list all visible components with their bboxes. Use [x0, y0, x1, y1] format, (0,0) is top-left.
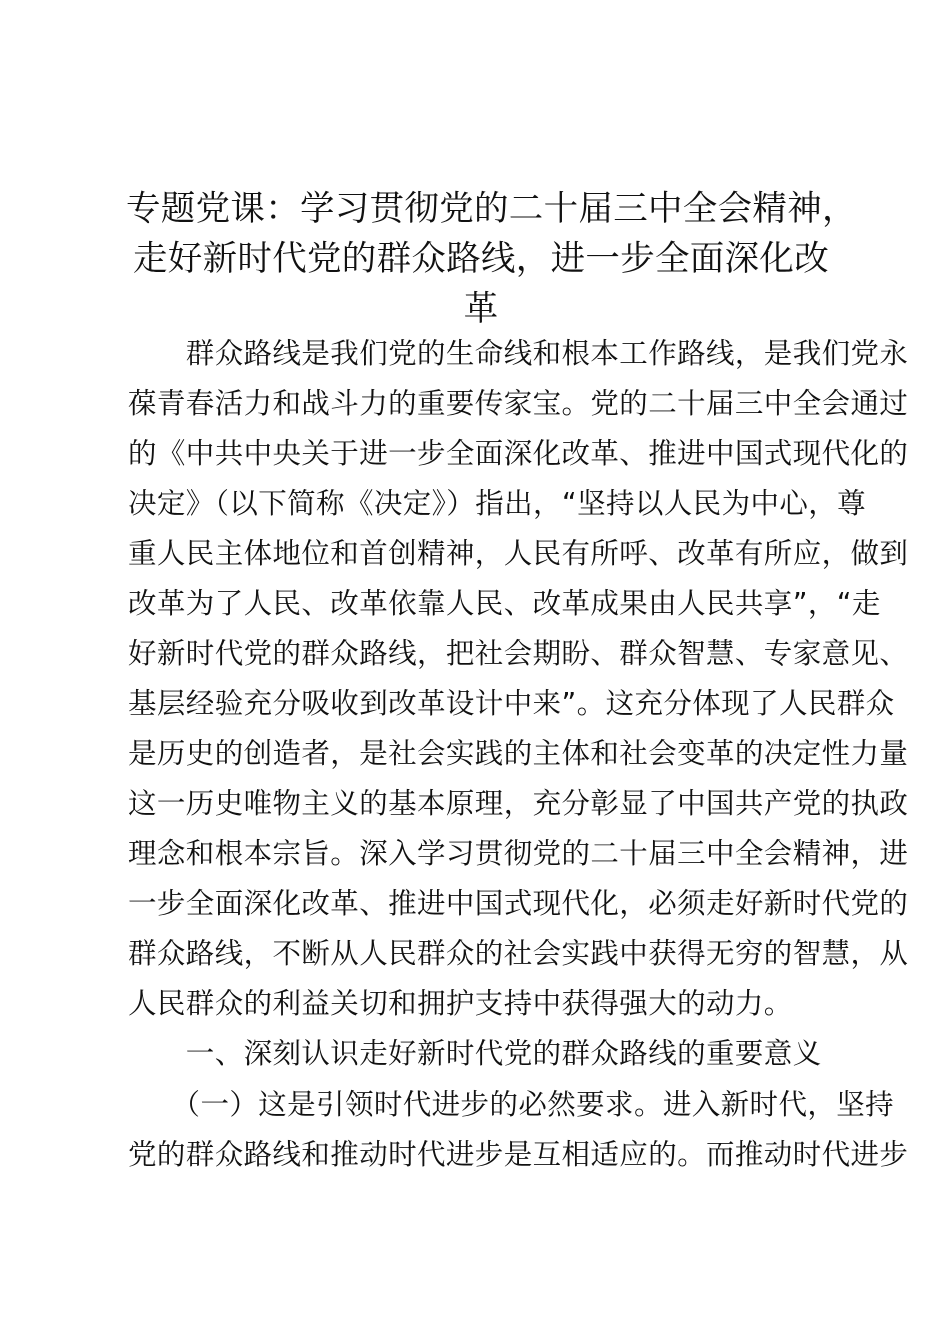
text-line: 一步全面深化改革、推进中国式现代化，必须走好新时代党的 [128, 887, 909, 920]
text-line: 党的群众路线和推动时代进步是互相适应的。而推动时代进步 [128, 1138, 909, 1171]
text-line: 理念和根本宗旨。深入学习贯彻党的二十届三中全会精神，进 [128, 837, 909, 870]
text-line: 好新时代党的群众路线，把社会期盼、群众智慧、专家意见、 [128, 637, 909, 670]
intro-paragraph [128, 329, 909, 1029]
section-paragraph [128, 1080, 909, 1180]
text-line: 人民群众的利益关切和拥护支持中获得强大的动力。 [128, 987, 793, 1020]
text-line: 是历史的创造者，是社会实践的主体和社会变革的决定性力量 [128, 737, 909, 770]
text-line: 改革为了人民、改革依靠人民、改革成果由人民共享”，“走 [128, 587, 881, 620]
title-line: 革 [463, 289, 499, 329]
text-line: 决定》（以下简称《决定》）指出，“坚持以人民为中心，尊 [128, 487, 867, 520]
title-line: 走好新时代党的群众路线，进一步全面深化改 [133, 239, 829, 279]
text-line: 群众路线，不断从人民群众的社会实践中获得无穷的智慧，从 [128, 937, 909, 970]
text-line: 群众路线是我们党的生命线和根本工作路线，是我们党永 [128, 337, 909, 370]
text-line: 的《中共中央关于进一步全面深化改革、推进中国式现代化的 [128, 437, 909, 470]
document-title [126, 184, 857, 334]
text-line: 重人民主体地位和首创精神，人民有所呼、改革有所应，做到 [128, 537, 909, 570]
title-line: 专题党课：学习贯彻党的二十届三中全会精神， [126, 189, 857, 229]
section-heading-text: 一、深刻认识走好新时代党的群众路线的重要意义 [128, 1037, 822, 1070]
text-line: （一）这是引领时代进步的必然要求。进入新时代，坚持 [128, 1088, 895, 1121]
text-line: 基层经验充分吸收到改革设计中来”。这充分体现了人民群众 [128, 687, 895, 720]
text-line: 这一历史唯物主义的基本原理，充分彰显了中国共产党的执政 [128, 787, 909, 820]
text-line: 葆青春活力和战斗力的重要传家宝。党的二十届三中全会通过 [128, 387, 909, 420]
section-heading [128, 1029, 834, 1079]
